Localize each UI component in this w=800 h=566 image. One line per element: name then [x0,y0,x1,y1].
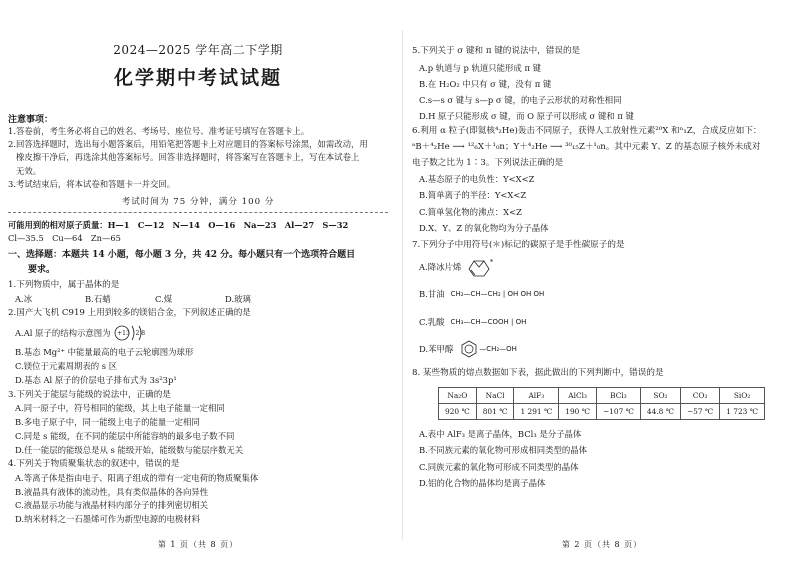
question-6-line-2: ᵃB＋⁴₂He ⟶ ¹²₆X＋¹₀n；Y＋⁴₂He ⟶ ³⁰₁₅Z＋¹₀n。其中元素 Y、Z 的基态原子核外未成对 [412,142,761,152]
option: B.石蜡 [85,294,111,305]
section-line-1: 一、选择题：本题共 14 小题，每小题 3 分，共 42 分。每小题只有一个选项符合题目 [8,249,356,260]
option: A.基态原子的电负性：Y<X<Z [419,174,535,185]
table-cell: NaCl [476,388,514,404]
exam-year: 2024—2025 学年高二下学期 [113,43,283,57]
question-7-option-b [412,280,792,308]
option: A.等离子体是指由电子、阳离子组成的带有一定电荷的物质聚集体 [15,472,259,483]
option: C.同是 s 能级，在不同的能层中所能容纳的最多电子数不同 [15,430,235,441]
atomic-masses [8,219,388,245]
question-7: 7.下列分子中用符号(＊)标记的碳原子是手性碳原子的是 [412,240,625,250]
notice-line: 无效。 [16,165,42,176]
question-2-option-c: C.镁位于元素周期表的 s 区 [15,361,118,372]
lactic-acid-structure: CH₃—CH—COOH | OH [450,317,527,326]
table-row [439,404,765,420]
option: D.铝的化合物的晶体均是离子晶体 [419,477,546,488]
question-7-option-d [412,336,792,362]
section-heading [8,248,388,278]
benzene-ring-icon [459,339,479,359]
question-3: 3.下列关于能层与能级的说法中，正确的是 [8,389,171,400]
option: A.p 轨道与 p 轨道只能形成 π 键 [419,62,541,73]
option: C.s—s σ 键与 s—p σ 键，的电子云形状的对称性相同 [419,95,622,105]
option: A.冰 [15,294,33,305]
exam-title: 化学期中考试试题 [113,67,282,89]
option: B.在 H₂O₂ 中只有 σ 键，没有 π 键 [419,78,552,89]
table-cell: SO₂ [640,388,680,404]
option: B.简单离子的半径：Y<X<Z [419,190,527,201]
question-7-option-c [412,308,792,336]
question-6-line-3: 电子数之比为 1∶3。下列说法正确的是 [412,157,564,168]
exam-time: 考试时间为 75 分钟，满分 100 分 [121,197,275,208]
option: D.X、Y、Z 的氧化物均为分子晶体 [419,222,549,233]
notice-line: 3.考试结束后，将本试卷和答题卡一并交回。 [8,178,176,189]
table-cell: CO₂ [680,388,719,404]
page-2 [412,0,792,566]
question-7-option-a [412,254,792,280]
question-1-options [8,292,388,306]
table-cell: AlCl₃ [559,388,597,404]
svg-text:*: * [490,258,494,266]
table-cell: BCl₃ [596,388,640,404]
table-cell: 801 ℃ [476,404,514,420]
masses-line-2: Cl—35.5 Cu—64 Zn—65 [8,232,121,243]
page-1 [8,0,388,566]
option: C.煤 [155,294,173,305]
question-2-option-b: B.基态 Mg²⁺ 中能量最高的电子云轮廓图为球形 [15,347,194,358]
table-cell: 1 291 ℃ [514,404,559,420]
option: A.表中 AlF₃ 是离子晶体，BCl₃ 是分子晶体 [419,429,582,440]
page-footer: 第 1 页（共 8 页） [157,540,239,549]
table-cell: AlF₃ [514,388,559,404]
glycerol-structure: CH₂—CH—CH₂ | OH OH OH [450,289,545,298]
table-cell: 1 723 ℃ [720,404,765,420]
table-cell: −107 ℃ [596,404,640,420]
notice-line: 橡皮擦干净后，再选涂其他答案标号。回答非选择题时，将答案写在答题卡上，写在本试卷上 [16,152,360,163]
norbornene-structure-icon [465,255,495,279]
option: D.任一能层的能级总是从 s 能级开始，能级数与能层序数无关 [15,444,244,455]
atom-structure-diagram [113,322,145,344]
notice-list [8,125,388,191]
question-5: 5.下列关于 σ 键和 π 键的说法中，错误的是 [412,46,581,56]
section-line-2: 要求。 [28,264,56,275]
table-cell: 920 ℃ [439,404,477,420]
benzyl-alcohol-chain: —CH₂—OH [479,344,517,353]
question-8: 8. 某些物质的熔点数据如下表，据此做出的下列判断中，错误的是 [412,367,664,378]
option: D.H 原子只能形成 σ 键，而 O 原子可以形成 σ 键和 π 键 [419,111,634,122]
table-header-row [439,388,765,404]
option: D.纳米材料之一石墨烯可作为新型电源的电极材料 [15,514,200,525]
question-2-option-d: D.基态 Al 原子的价层电子排布式为 3s²3p¹ [15,375,177,386]
question-2: 2.国产大飞机 C919 上用到较多的镁铝合金，下列叙述正确的是 [8,308,251,319]
divider-line [8,212,388,213]
option: C.同族元素的氧化物可形成不同类型的晶体 [419,461,579,472]
question-4: 4.下列关于物质聚集状态的叙述中，错误的是 [8,459,180,470]
question-2-option-a [8,320,388,346]
option: C.简单氢化物的沸点：X<Z [419,206,522,217]
option: C.液晶显示功能与液晶材料内部分子的排列密切相关 [15,500,209,511]
question-6-line-1: 6.利用 α 粒子(即氦核⁴₂He)轰击不同原子，获得人工放射性元素²⁰X 和ⁿ₁Z，合成反应如下： [412,126,762,137]
option-text: D.苯甲醇 [419,343,454,354]
nucleus-label: +13 [117,329,130,337]
table-cell: Na₂O [439,388,477,404]
option: B.液晶具有液体的流动性，具有类似晶体的各向异性 [15,486,209,497]
option-text: C.乳酸 [419,316,445,327]
option-text: A.降冰片烯 [419,261,462,272]
notice-heading: 注意事项： [8,115,54,125]
table-cell: SiO₂ [720,388,765,404]
table-cell: 190 ℃ [559,404,597,420]
table-cell: −57 ℃ [680,404,719,420]
melting-point-table [438,387,765,420]
notice-line: 2.回答选择题时，选出每小题答案后，用铅笔把答题卡上对应题目的答案标号涂黑，如需改动，用 [8,139,368,150]
page-divider [402,30,403,540]
option-text: A.Al 原子的结构示意图为 [15,328,111,339]
masses-line-1: 可能用到的相对原子质量：H—1 C—12 N—14 O—16 Na—23 Al—27 S—32 [8,220,349,231]
table-cell: 44.8 ℃ [640,404,680,420]
option: D.玻璃 [225,294,251,305]
option: B.多电子原子中，同一能级上电子的能量一定相同 [15,417,200,428]
notice-line: 1.答卷前，考生务必将自己的姓名、考场号、座位号、准考证号填写在答题卡上。 [8,126,310,136]
option: A.同一原子中，符号相同的能级，其上电子能量一定相同 [15,403,225,414]
option: B.不同族元素的氧化物可形成相同类型的晶体 [419,445,587,456]
question-1: 1.下列物质中，属于晶体的是 [8,279,120,290]
page-footer: 第 2 页（共 8 页） [561,540,643,549]
option-text: B.甘油 [419,288,445,299]
shell-label: 2 8 [135,329,146,337]
